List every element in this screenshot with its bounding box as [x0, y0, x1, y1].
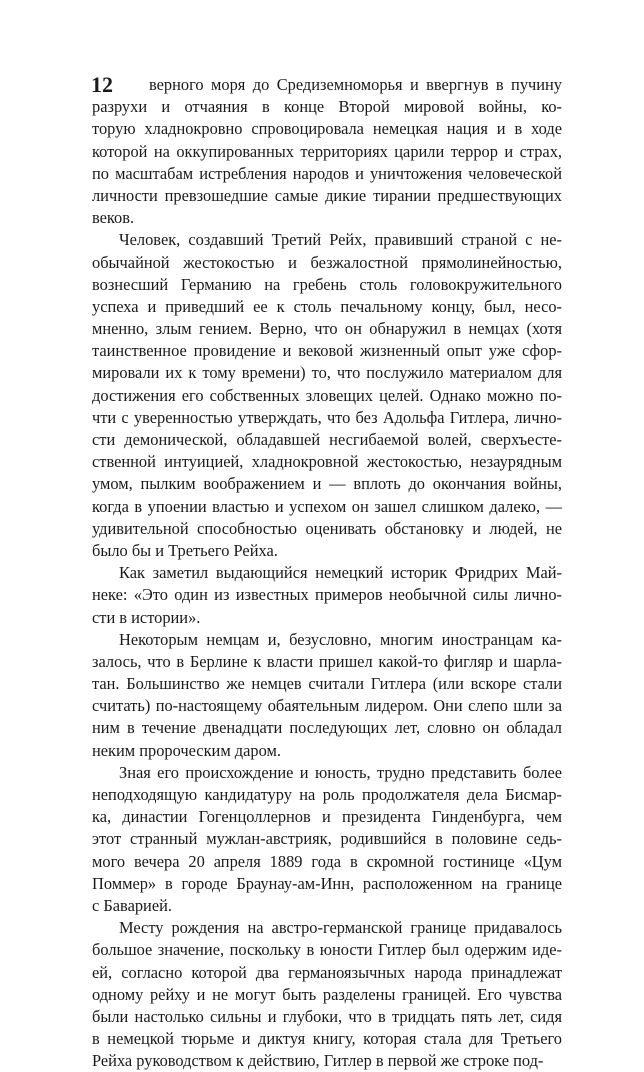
text-line: ственной интуицией, хладнокровной жестокостью, незаурядным — [92, 452, 562, 472]
paragraph — [92, 917, 562, 1072]
text-line: ка, династии Гогенцоллернов и президента Гинденбурга, чем — [92, 807, 562, 827]
text-line: считать) по-настоящему обаятельным лидером. Они слепо шли за — [92, 696, 562, 716]
text-line: Как заметил выдающийся немецкий историк Фридрих Май- — [119, 563, 562, 583]
text-line: Некоторым немцам и, безусловно, многим иностранцам ка- — [119, 629, 562, 649]
paragraph — [92, 762, 562, 917]
text-line: Зная его происхождение и юность, трудно представить более — [119, 762, 562, 782]
paragraph — [92, 229, 562, 562]
text-line: обычайной жестокостью и безжалостной прямолинейностью, — [92, 252, 562, 272]
text-line: умом, пылким воображением и — вплоть до окончания войны, — [92, 474, 562, 494]
text-line: таинственное провидение и вековой жизненный опыт уже сфор- — [92, 341, 562, 361]
text-line: неподходящую кандидатуру на роль продолжателя дела Бисмар- — [92, 785, 562, 804]
text-line: в немецкой тюрьме и диктуя книгу, которая стала для Третьего — [92, 1029, 562, 1049]
text-line: успеха и приведший ее к столь печальному концу, был, несо- — [92, 296, 562, 316]
text-line: Месту рождения на австро-германской границе придавалось — [119, 918, 562, 938]
text-line: сти демонической, обладавшей несгибаемой волей, сверхъесте- — [92, 430, 562, 449]
paragraph — [92, 629, 562, 762]
text-line: когда в упоении властью и успехом он зашел слишком далеко, — — [92, 496, 562, 516]
text-line: большое значение, поскольку в юности Гитлер был одержим иде- — [92, 940, 562, 960]
text-line: вознесший Германию на гребень столь головокружительного — [92, 274, 562, 294]
text-line: залось, что в Берлине к власти пришел какой-то фигляр и шарла- — [92, 651, 562, 671]
text-line: достижения его собственных зловещих целей. Однако можно по- — [92, 385, 562, 405]
paragraph — [92, 562, 562, 629]
text-line: торую хладнокровно спровоцировала немецкая нация и в ходе — [92, 119, 562, 139]
text-line: мненно, злым гением. Верно, что он обнаружил в немцах (хотя — [92, 319, 562, 339]
text-line: Поммер» в городе Браунау-ам-Инн, расположенном на границе — [92, 873, 562, 893]
text-line: сти в истории». — [92, 607, 201, 627]
paragraph — [92, 74, 562, 229]
text-line: личности превзошедшие самые дикие тирании предшествующих — [92, 185, 562, 205]
text-line: веков. — [92, 208, 135, 228]
text-line: были настолько сильны и глубоки, что в тридцать пять лет, сидя — [92, 1006, 562, 1026]
text-line: мого вечера 20 апреля 1889 года в скромной гостинице «Цум — [92, 851, 562, 871]
text-line: удивительной способностью оценивать обстановку и людей, не — [92, 518, 562, 538]
text-line: одному рейху и не могут быть разделены границей. Его чувства — [92, 984, 562, 1004]
text-line: с Баварией. — [92, 895, 172, 915]
text-line: ним в течение двенадцати последующих лет, словно он обладал — [92, 718, 562, 738]
text-line: этот странный мужлан-австрияк, родившийся в половине седь- — [92, 829, 562, 849]
page-number: 12 — [91, 72, 113, 97]
text-line: которой на оккупированных территориях царили террор и страх, — [92, 141, 562, 161]
text-line: ей, согласно которой два германоязычных народа принадлежат — [92, 962, 562, 982]
text-line: тан. Большинство же немцев считали Гитлера (или вскоре стали — [92, 674, 562, 694]
text-line: Рейха руководством к действию, Гитлер в первой же строке под- — [92, 1051, 544, 1071]
text-line: мировали их к тому времени) то, что послужило материалом для — [92, 363, 562, 383]
text-line: разрухи и отчаяния в конце Второй мировой войны, ко- — [92, 97, 562, 117]
text-line: Человек, создавший Третий Рейх, правивший страной с не- — [119, 230, 562, 250]
text-line: чти с уверенностью утверждать, что без Адольфа Гитлера, лично- — [92, 407, 562, 427]
text-line: неким пророческим даром. — [92, 740, 281, 760]
text-line: было бы и Третьего Рейха. — [92, 540, 278, 560]
text-line: неке: «Это один из известных примеров необычной силы лично- — [92, 585, 562, 605]
text-line: верного моря до Средиземноморья и ввергнув в пучину — [149, 75, 562, 94]
body-text — [92, 74, 562, 1072]
text-line: по масштабам истребления народов и уничтожения человеческой — [92, 163, 562, 183]
